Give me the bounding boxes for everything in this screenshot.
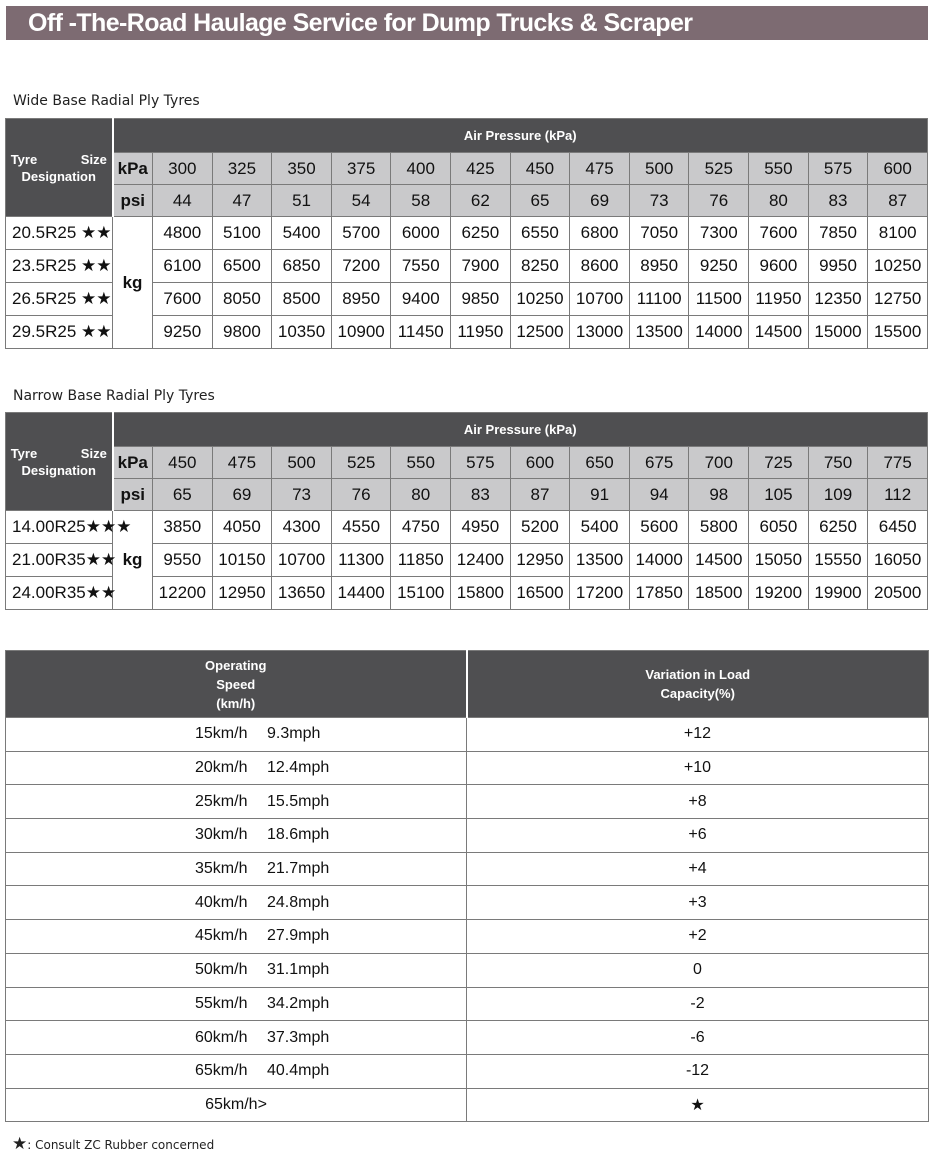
load-value: 10700	[272, 544, 332, 577]
kpa-value: 550	[749, 153, 809, 185]
load-value: 8600	[570, 250, 630, 283]
speed-mph: 12.4mph	[267, 759, 330, 777]
load-value: 12350	[808, 283, 868, 316]
psi-value: 83	[451, 479, 511, 511]
kpa-value: 475	[570, 153, 630, 185]
load-variation: +3	[467, 886, 929, 920]
load-value: 7850	[808, 217, 868, 250]
load-value: 3850	[153, 511, 213, 544]
load-value: 15100	[391, 577, 451, 610]
load-value: 6050	[749, 511, 809, 544]
kg-label: kg	[113, 511, 153, 610]
load-variation: -2	[467, 987, 929, 1021]
load-value: 14400	[331, 577, 391, 610]
kpa-value: 375	[331, 153, 391, 185]
load-variation: -6	[467, 1021, 929, 1055]
load-value: 14000	[629, 544, 689, 577]
load-value: 12400	[451, 544, 511, 577]
table-row	[6, 886, 929, 920]
load-value: 8050	[212, 283, 272, 316]
kpa-value: 575	[808, 153, 868, 185]
load-value: 10150	[212, 544, 272, 577]
load-value: 10350	[272, 316, 332, 349]
load-value: 7300	[689, 217, 749, 250]
operating-speed	[6, 785, 467, 819]
load-value: 8250	[510, 250, 570, 283]
speed-mph: 21.7mph	[267, 860, 330, 878]
load-value: 12200	[153, 577, 213, 610]
psi-value: 98	[689, 479, 749, 511]
psi-row	[6, 185, 928, 217]
operating-speed-header: Operating Speed (km/h)	[6, 651, 467, 718]
load-variation: 0	[467, 953, 929, 987]
table-row	[6, 1088, 929, 1122]
load-value: 11100	[629, 283, 689, 316]
speed-kmh: 65km/h	[195, 1062, 248, 1080]
load-value: 8950	[331, 283, 391, 316]
speed-kmh: 60km/h	[195, 1028, 248, 1046]
kpa-value: 325	[212, 153, 272, 185]
operating-speed	[6, 1054, 467, 1088]
psi-value: 69	[212, 479, 272, 511]
psi-value: 69	[570, 185, 630, 217]
load-value: 7600	[153, 283, 213, 316]
load-value: 15800	[451, 577, 511, 610]
load-value: 7600	[749, 217, 809, 250]
load-value: 13000	[570, 316, 630, 349]
load-value: 5700	[331, 217, 391, 250]
load-value: 6800	[570, 217, 630, 250]
kpa-value: 775	[868, 447, 928, 479]
kpa-value: 500	[629, 153, 689, 185]
speed-kmh: 25km/h	[195, 792, 248, 810]
header-row	[6, 413, 928, 447]
kpa-label: kPa	[113, 447, 153, 479]
load-value: 9550	[153, 544, 213, 577]
load-value: 9400	[391, 283, 451, 316]
load-value: 5800	[689, 511, 749, 544]
kpa-value: 450	[510, 153, 570, 185]
load-value: 16500	[510, 577, 570, 610]
kpa-row	[6, 447, 928, 479]
kpa-value: 600	[510, 447, 570, 479]
kpa-value: 525	[689, 153, 749, 185]
psi-value: 76	[689, 185, 749, 217]
speed-mph: 37.3mph	[267, 1028, 330, 1046]
tyre-size-designation-header: Tyre Size Designation	[6, 119, 113, 217]
load-value: 12500	[510, 316, 570, 349]
psi-value: 47	[212, 185, 272, 217]
load-value: 9800	[212, 316, 272, 349]
kpa-label: kPa	[113, 153, 153, 185]
tyre-size: 20.5R25 ★★	[6, 217, 113, 250]
operating-speed	[6, 920, 467, 954]
operating-speed	[6, 751, 467, 785]
kpa-value: 450	[153, 447, 213, 479]
load-value: 15500	[868, 316, 928, 349]
load-variation: -12	[467, 1054, 929, 1088]
load-variation: +2	[467, 920, 929, 954]
load-value: 7200	[331, 250, 391, 283]
footnote-text: : Consult ZC Rubber concerned	[27, 1138, 215, 1152]
operating-speed	[6, 1088, 467, 1122]
table-row	[6, 217, 928, 250]
load-value: 8100	[868, 217, 928, 250]
load-value: 6450	[868, 511, 928, 544]
load-value: 4050	[212, 511, 272, 544]
kpa-value: 300	[153, 153, 213, 185]
tyre-size: 21.00R35★★	[6, 544, 113, 577]
load-variation: +6	[467, 819, 929, 853]
load-variation: ★	[467, 1088, 929, 1122]
air-pressure-header: Air Pressure (kPa)	[113, 119, 928, 153]
load-value: 4950	[451, 511, 511, 544]
psi-value: 105	[749, 479, 809, 511]
load-value: 9250	[153, 316, 213, 349]
load-value: 20500	[868, 577, 928, 610]
kg-label: kg	[113, 217, 153, 349]
speed-kmh: 35km/h	[195, 860, 248, 878]
table-row	[6, 785, 929, 819]
load-value: 10900	[331, 316, 391, 349]
load-value: 19900	[808, 577, 868, 610]
load-value: 5200	[510, 511, 570, 544]
psi-label: psi	[113, 185, 153, 217]
load-value: 14500	[749, 316, 809, 349]
psi-value: 54	[331, 185, 391, 217]
load-value: 15550	[808, 544, 868, 577]
load-value: 4300	[272, 511, 332, 544]
kpa-value: 750	[808, 447, 868, 479]
load-variation: +10	[467, 751, 929, 785]
load-value: 13500	[629, 316, 689, 349]
load-value: 6550	[510, 217, 570, 250]
page-title: Off -The-Road Haulage Service for Dump Trucks & Scraper	[6, 6, 928, 40]
tyre-size: 14.00R25★★★	[6, 511, 113, 544]
load-value: 5100	[212, 217, 272, 250]
load-value: 11950	[749, 283, 809, 316]
tyre-size: 23.5R25 ★★	[6, 250, 113, 283]
speed-kmh: 40km/h	[195, 893, 248, 911]
tyre-size-designation-header: Tyre Size Designation	[6, 413, 113, 511]
kpa-value: 350	[272, 153, 332, 185]
psi-value: 87	[868, 185, 928, 217]
load-value: 6250	[808, 511, 868, 544]
footnote	[12, 1134, 214, 1154]
load-value: 9850	[451, 283, 511, 316]
load-variation-header: Variation in Load Capacity(%)	[467, 651, 929, 718]
kpa-value: 700	[689, 447, 749, 479]
table-row	[6, 511, 928, 544]
psi-label: psi	[113, 479, 153, 511]
psi-value: 73	[272, 479, 332, 511]
psi-value: 91	[570, 479, 630, 511]
psi-value: 44	[153, 185, 213, 217]
load-value: 15050	[749, 544, 809, 577]
wide-base-table	[5, 118, 928, 349]
kpa-value: 575	[451, 447, 511, 479]
operating-speed	[6, 886, 467, 920]
table-row	[6, 852, 929, 886]
narrow-base-label: Narrow Base Radial Ply Tyres	[13, 388, 215, 404]
speed-mph: 31.1mph	[267, 961, 330, 979]
load-value: 7550	[391, 250, 451, 283]
load-value: 12950	[212, 577, 272, 610]
speed-mph: 9.3mph	[267, 725, 321, 743]
load-value: 11850	[391, 544, 451, 577]
speed-kmh: 20km/h	[195, 759, 248, 777]
psi-value: 73	[629, 185, 689, 217]
speed-variation-table	[5, 650, 929, 1122]
table-row	[6, 920, 929, 954]
load-value: 4750	[391, 511, 451, 544]
psi-row	[6, 479, 928, 511]
kpa-value: 425	[451, 153, 511, 185]
kpa-value: 600	[868, 153, 928, 185]
load-value: 10700	[570, 283, 630, 316]
load-value: 5600	[629, 511, 689, 544]
psi-value: 65	[510, 185, 570, 217]
speed-kmh: 55km/h	[195, 994, 248, 1012]
tyre-size: 29.5R25 ★★	[6, 316, 113, 349]
psi-value: 58	[391, 185, 451, 217]
load-value: 17200	[570, 577, 630, 610]
load-value: 7050	[629, 217, 689, 250]
load-value: 17850	[629, 577, 689, 610]
operating-speed	[6, 953, 467, 987]
load-value: 14000	[689, 316, 749, 349]
speed-kmh: 45km/h	[195, 927, 248, 945]
load-value: 7900	[451, 250, 511, 283]
load-value: 5400	[570, 511, 630, 544]
kpa-value: 475	[212, 447, 272, 479]
kpa-row	[6, 153, 928, 185]
load-value: 4800	[153, 217, 213, 250]
psi-value: 83	[808, 185, 868, 217]
kpa-value: 650	[570, 447, 630, 479]
table-row	[6, 751, 929, 785]
operating-speed	[6, 819, 467, 853]
load-value: 11450	[391, 316, 451, 349]
load-value: 6000	[391, 217, 451, 250]
tyre-size: 26.5R25 ★★	[6, 283, 113, 316]
wide-base-label: Wide Base Radial Ply Tyres	[13, 93, 200, 109]
psi-value: 65	[153, 479, 213, 511]
operating-speed	[6, 1021, 467, 1055]
table-row	[6, 1021, 929, 1055]
speed-mph: 18.6mph	[267, 826, 330, 844]
load-value: 13650	[272, 577, 332, 610]
load-value: 9950	[808, 250, 868, 283]
load-value: 15000	[808, 316, 868, 349]
load-value: 6500	[212, 250, 272, 283]
psi-value: 51	[272, 185, 332, 217]
speed-mph: 40.4mph	[267, 1062, 330, 1080]
load-value: 5400	[272, 217, 332, 250]
kpa-value: 725	[749, 447, 809, 479]
table-row	[6, 1054, 929, 1088]
operating-speed	[6, 718, 467, 752]
air-pressure-header: Air Pressure (kPa)	[113, 413, 928, 447]
psi-value: 112	[868, 479, 928, 511]
header-row	[6, 119, 928, 153]
load-variation: +12	[467, 718, 929, 752]
load-value: 9250	[689, 250, 749, 283]
load-value: 13500	[570, 544, 630, 577]
load-value: 8500	[272, 283, 332, 316]
load-value: 9600	[749, 250, 809, 283]
speed-mph: 15.5mph	[267, 792, 330, 810]
load-variation: +8	[467, 785, 929, 819]
load-value: 8950	[629, 250, 689, 283]
speed-mph: 24.8mph	[267, 893, 330, 911]
psi-value: 62	[451, 185, 511, 217]
speed-header-row	[6, 651, 929, 718]
load-value: 11500	[689, 283, 749, 316]
tyre-size: 24.00R35★★	[6, 577, 113, 610]
table-row	[6, 953, 929, 987]
psi-value: 94	[629, 479, 689, 511]
load-value: 4550	[331, 511, 391, 544]
table-row	[6, 987, 929, 1021]
load-value: 10250	[868, 250, 928, 283]
kpa-value: 525	[331, 447, 391, 479]
load-value: 16050	[868, 544, 928, 577]
load-value: 6100	[153, 250, 213, 283]
operating-speed	[6, 852, 467, 886]
psi-value: 87	[510, 479, 570, 511]
kpa-value: 675	[629, 447, 689, 479]
load-value: 12750	[868, 283, 928, 316]
load-value: 19200	[749, 577, 809, 610]
psi-value: 109	[808, 479, 868, 511]
load-value: 10250	[510, 283, 570, 316]
kpa-value: 400	[391, 153, 451, 185]
load-value: 6250	[451, 217, 511, 250]
load-value: 18500	[689, 577, 749, 610]
kpa-value: 550	[391, 447, 451, 479]
narrow-base-table	[5, 412, 928, 610]
load-value: 11300	[331, 544, 391, 577]
speed-kmh: 50km/h	[195, 961, 248, 979]
psi-value: 80	[391, 479, 451, 511]
load-value: 12950	[510, 544, 570, 577]
psi-value: 80	[749, 185, 809, 217]
table-row	[6, 819, 929, 853]
table-row	[6, 718, 929, 752]
speed-mph: 27.9mph	[267, 927, 330, 945]
speed-kmh: 30km/h	[195, 826, 248, 844]
operating-speed	[6, 987, 467, 1021]
speed-mph: 34.2mph	[267, 994, 330, 1012]
speed-kmh: 15km/h	[195, 725, 248, 743]
star-icon: ★	[12, 1134, 28, 1154]
psi-value: 76	[331, 479, 391, 511]
kpa-value: 500	[272, 447, 332, 479]
load-value: 6850	[272, 250, 332, 283]
speed-kmh: 65km/h>	[205, 1095, 267, 1113]
load-value: 14500	[689, 544, 749, 577]
load-variation: +4	[467, 852, 929, 886]
load-value: 11950	[451, 316, 511, 349]
